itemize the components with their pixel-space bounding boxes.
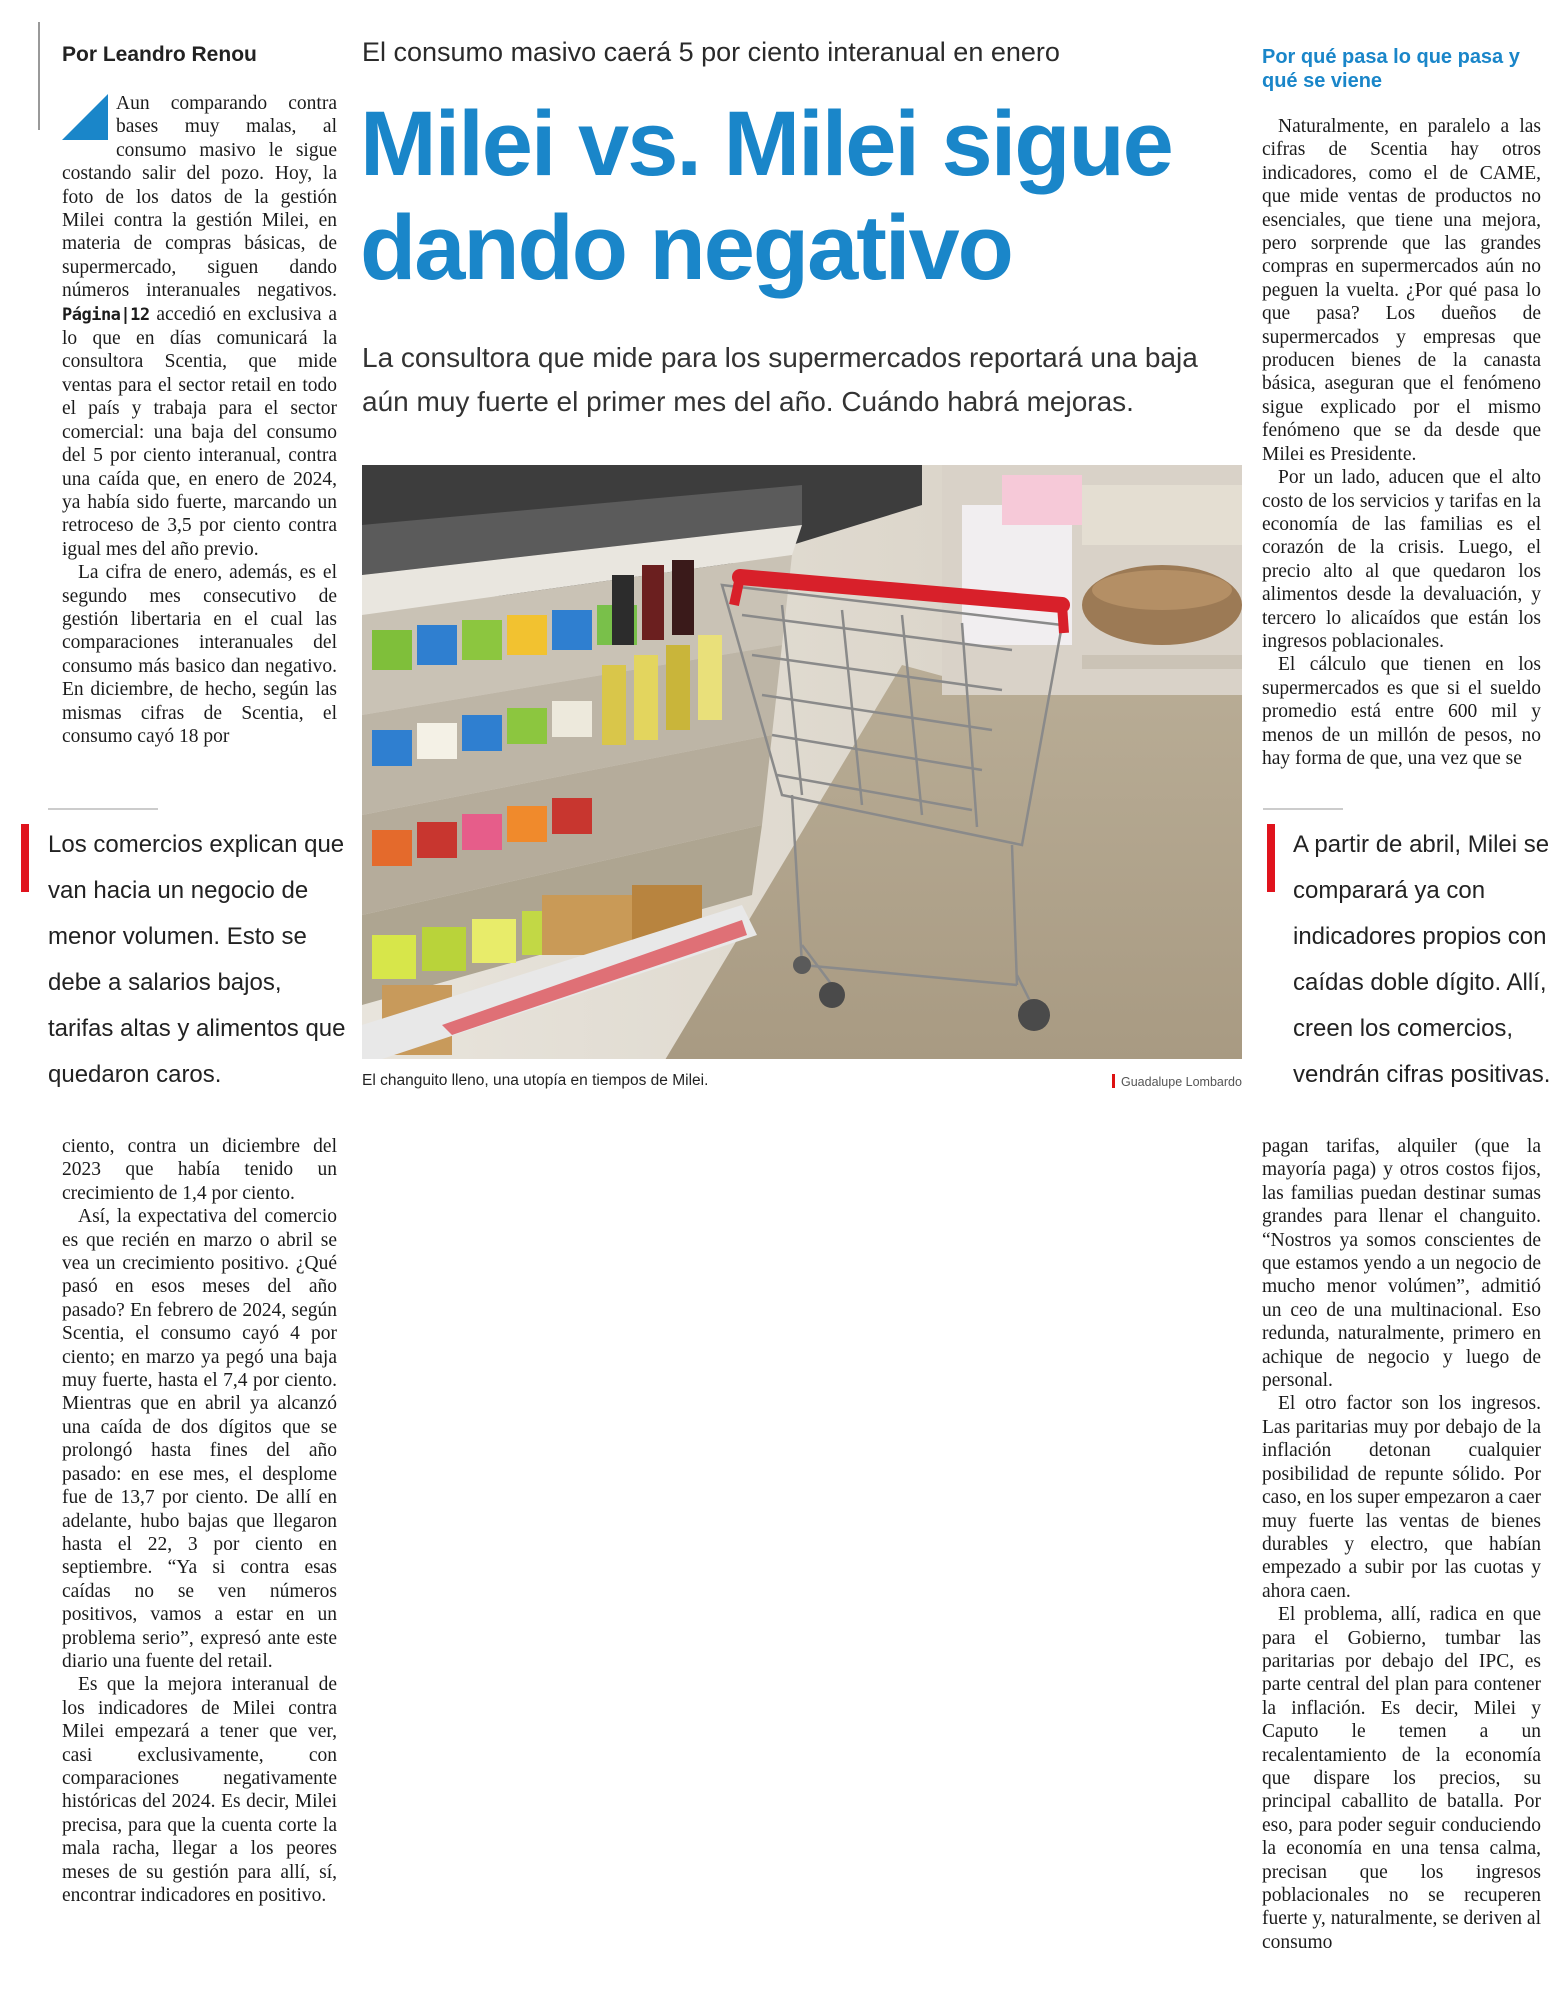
credit-bar [1112,1074,1115,1088]
side-title: Por qué pasa lo que pasa y qué se viene [1262,46,1520,92]
left-cont-p1: ciento, contra un diciembre del 2023 que había tenido un crecimiento de 1,4 por ciento. [62,1136,337,1204]
left-column-continued [62,1135,337,1907]
left-column [62,92,337,748]
photo-credit-text: Guadalupe Lombardo [1121,1075,1242,1089]
pull-quote-bar [1267,824,1275,892]
article-photo [362,465,1242,1059]
pull-quote-left-text: Los comercios explican que van hacia un negocio de menor volumen. Esto se debe a salarios bajos, tarifas altas y alimentos que quedaron caros. [48,831,346,1088]
margin-mark [38,22,44,130]
cart-wheel [819,982,845,1008]
left-cont-p3: Es que la mejora interanual de los indicadores de Milei contra Milei empezará a tener que ver, casi exclusivamente, con comparaciones negativamente históricas del 2024. Es decir, Milei precisa, para que la cuenta corte la mala racha, llegar a los peores meses de su gestión para allí, sí, encontrar indicadores en positivo. [62,1674,337,1906]
kicker: El consumo masivo caerá 5 por ciento interanual en enero [362,37,1060,67]
photo-credit [1112,1074,1242,1089]
pull-quote-left [48,822,348,1098]
pull-quote-bar [21,824,29,892]
right-column-continued [1262,1135,1541,1954]
right-cont-p1: pagan tarifas, alquiler (que la mayoría paga) y otros costos fijos, las familias puedan destinar sumas grandes para llenar el changuito. “Nostros ya somos conscientes de que estamos yendo a un negocio de mucho menor volúmen”, admitió un ceo de una multinacional. Eso redunda, naturalmente, primero en achique de negocio y luego de personal. [1262,1136,1541,1392]
photo-caption: El changuito lleno, una utopía en tiempos de Milei. [362,1072,709,1089]
left-p1-text-cont: accedió en exclusiva a lo que en días comunicará la consultora Scentia, que mide ventas para el sector retail en todo el país y trabaja para el sector comercial: una baja del consumo del 5 por ciento interanual, contra una caída que, en enero de 2024, ya había sido fuerte, marcando un retroceso de 3,5 por ciento contra igual mes del año previo. [62,303,337,560]
headline: Milei vs. Milei sigue dando negativo [360,93,1172,299]
right-cont-p2: El otro factor son los ingresos. Las paritarias muy por debajo de la inflación detonan cualquier posibilidad de repunte sólido. Por caso, en los super empezaron a caer muy fuerte las ventas de bienes durables y electro, que habían empezado a subir por las cuotas y ahora caen. [1262,1393,1541,1602]
right-column [1262,115,1541,770]
pull-quote-rule [48,808,158,810]
left-p2: La cifra de enero, además, es el segundo mes consecutivo de gestión libertaria en el cual las comparaciones interanuales del consumo más basico dan negativo. En diciembre, de hecho, según las mismas cifras de Scentia, el consumo cayó 18 por [62,562,337,747]
dropcap-triangle-icon [62,94,108,140]
byline: Por Leandro Renou [62,43,257,66]
left-cont-p2: Así, la expectativa del comercio es que recién en marzo o abril se vea un crecimiento positivo. ¿Qué pasó en esos meses del año pasado? En febrero de 2024, según Scentia, el consumo cayó 4 por ciento; en marzo ya pegó una baja muy fuerte, hasta el 7,4 por ciento. Mientras que en abril ya alcanzó una caída de dos dígitos que se prolongó hasta fines del año pasado: en ese mes, el desplome fue de 13,7 por ciento. De allí en adelante, hubo bajas que llegaron hasta el 22, 3 por ciento en septiembre. “Ya si contra esas caídas no se ven números positivos, vamos a estar en un problema serio”, expresó ante este diario una fuente del retail. [62,1206,337,1672]
pagina12-logo: Página|12 [62,304,150,325]
right-cont-p3: El problema, allí, radica en que para el Gobierno, tumbar las paritarias por debajo del IPC, es parte central del plan para contener la inflación. Es decir, Milei y Caputo le temen a un recalentamiento de la economía que dispare los precios, su principal caballito de batalla. Por eso, para poder seguir conduciendo la economía en una tensa calma, precisan que los ingresos poblacionales no se recuperen fuerte y, naturalmente, se deriven al consumo [1262,1604,1541,1953]
subhead: La consultora que mide para los supermercados reportará una baja aún muy fuerte el primer mes del año. Cuándo habrá mejoras. [362,342,1198,417]
right-p3: El cálculo que tienen en los supermercados es que si el sueldo promedio está entre 600 mil y menos de un millón de pesos, no hay forma de que, una vez que se [1262,654,1541,769]
cart-wheel [1018,999,1050,1031]
right-p2: Por un lado, aducen que el alto costo de los servicios y tarifas en la economía de las familias es el corazón de la crisis. Luego, el precio alto al que quedaron los alimentos desde la devaluación, y tercero lo alicaídos que están los ingresos poblacionales. [1262,467,1541,652]
right-p1: Naturalmente, en paralelo a las cifras de Scentia hay otros indicadores, como el de CAME, que mide ventas de productos no esenciales, que tiene una mejora, pero sorprende que las grandes compras en supermercados aún no peguen la vuelta. ¿Por qué pasa lo que pasa? Los dueños de supermercados y empresas que producen bienes de la canasta básica, aseguran que el fenómeno sigue explicado por el mismo fenómeno que se da desde que Milei es Presidente. [1262,116,1541,465]
supermarket-cart-illustration [362,465,1242,1059]
pull-quote-right [1293,822,1565,1098]
pull-quote-rule [1263,808,1343,810]
pull-quote-right-text: A partir de abril, Milei se comparará ya con indicadores propios con caídas doble dígito. Allí, creen los comercios, vendrán cifras positivas. [1293,831,1551,1088]
left-p1-text: Aun comparando contra bases muy malas, al consumo masivo le sigue costando salir del pozo. Hoy, la foto de los datos de la gestión Milei contra la gestión Milei, en materia de compras básicas, de supermercado, siguen dando números interanuales negativos. [62,93,337,302]
